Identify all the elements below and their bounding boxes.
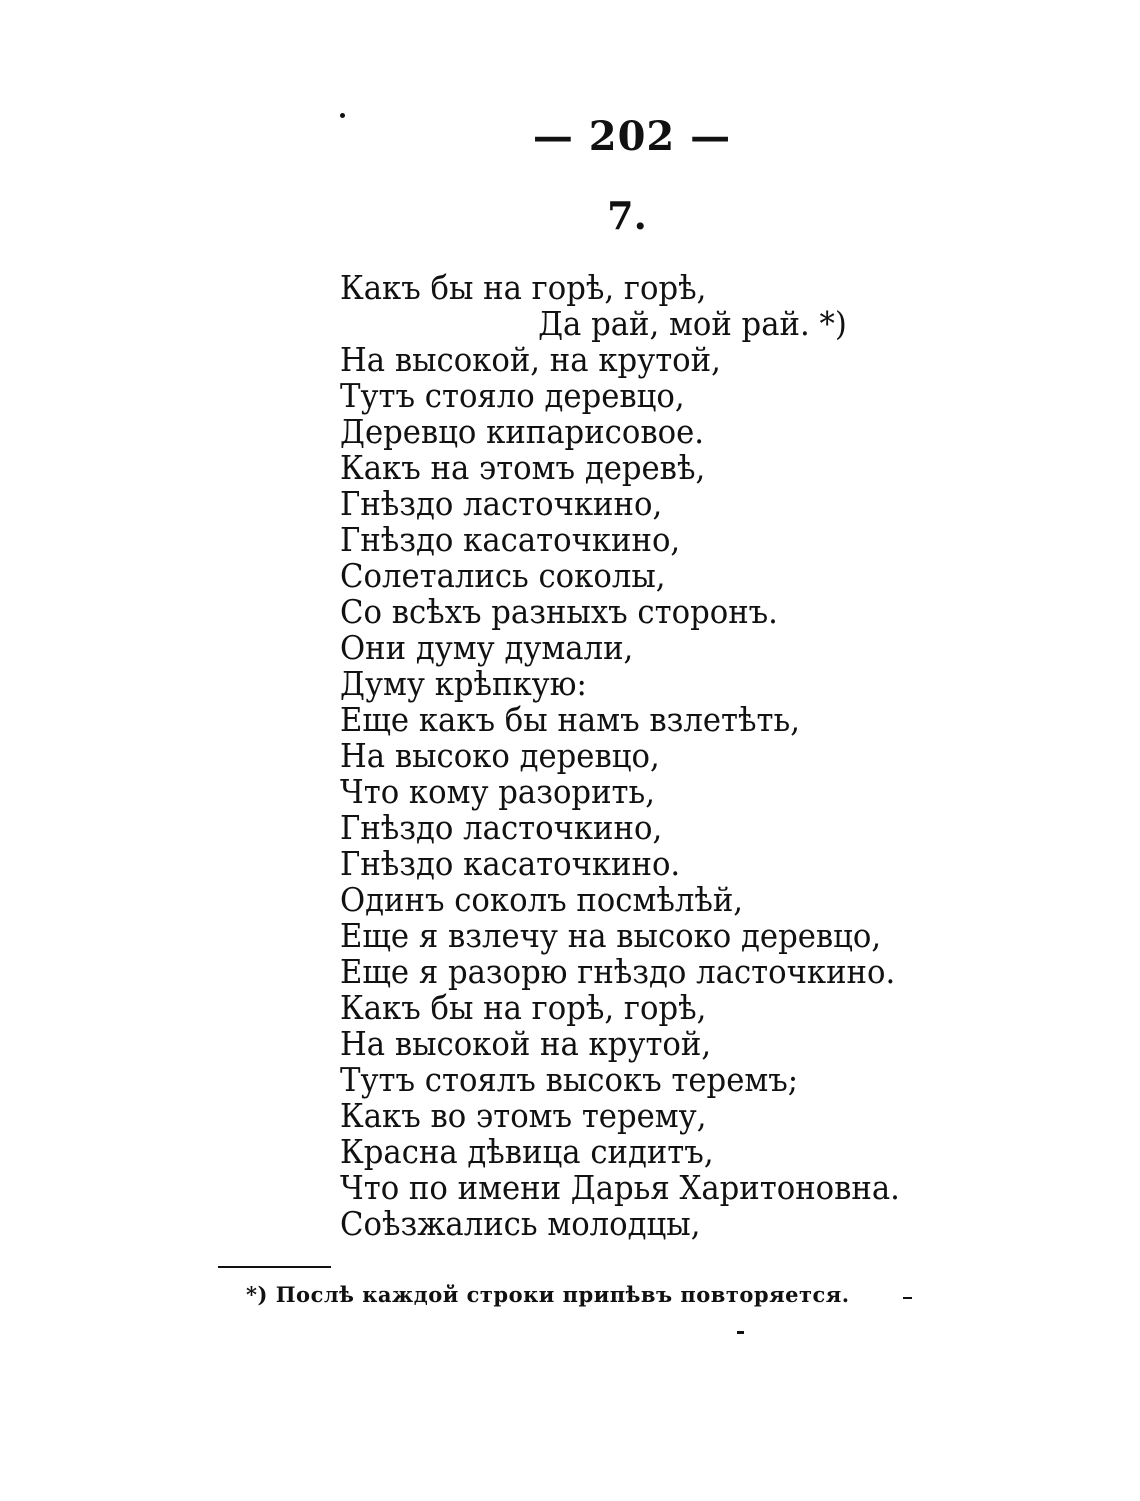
poem-line: Одинъ соколъ посмѣлѣй, xyxy=(340,880,744,919)
page-number-text: — 202 — xyxy=(532,113,732,160)
poem-line: Какъ бы на горѣ, горѣ, xyxy=(340,268,707,307)
poem-line: Какъ бы на горѣ, горѣ, xyxy=(340,988,707,1027)
poem-line: Гнѣздо касаточкино, xyxy=(340,520,681,559)
poem-line: Еще какъ бы намъ взлетѣть, xyxy=(340,700,800,739)
poem-line: Гнѣздо ласточкино, xyxy=(340,484,663,523)
poem-line: На высоко деревцо, xyxy=(340,736,660,775)
poem-line: Гнѣздо ласточкино, xyxy=(340,808,663,847)
poem-line: Деревцо кипарисовое. xyxy=(340,412,705,451)
footnote-rule xyxy=(218,1266,331,1268)
print-mark xyxy=(737,1331,744,1334)
poem-line: Думу крѣпкую: xyxy=(340,664,587,703)
poem-line: Какъ на этомъ деревѣ, xyxy=(340,448,706,487)
poem-line: На высокой, на крутой, xyxy=(340,340,721,379)
poem-line: Они думу думали, xyxy=(340,628,634,667)
poem-line: Еще я разорю гнѣздо ласточкино. xyxy=(340,952,896,991)
footnote-text: *) Послѣ каждой строки припѣвъ повторяется. xyxy=(246,1282,850,1307)
poem-line: Со всѣхъ разныхъ сторонъ. xyxy=(340,592,778,631)
poem-line: Что кому разорить, xyxy=(340,772,655,811)
poem-line: Тутъ стоялъ высокъ теремъ; xyxy=(340,1060,799,1099)
poem-line: Тутъ стояло деревцо, xyxy=(340,376,685,415)
section-number xyxy=(0,193,1140,238)
poem-line: Солетались соколы, xyxy=(340,556,666,595)
poem-line: Гнѣздо касаточкино. xyxy=(340,844,681,883)
print-mark xyxy=(903,1297,912,1299)
poem-refrain-line: Да рай, мой рай. *) xyxy=(538,304,847,343)
poem-line: Какъ во этомъ терему, xyxy=(340,1096,707,1135)
poem-line: Соѣзжались молодцы, xyxy=(340,1204,701,1243)
poem-line: На высокой на крутой, xyxy=(340,1024,712,1063)
poem-line: Еще я взлечу на высоко деревцо, xyxy=(340,916,882,955)
section-number-text: 7. xyxy=(607,193,647,238)
page-number xyxy=(0,113,1140,160)
poem-line: Что по имени Дарья Харитоновна. xyxy=(340,1168,900,1207)
poem-text xyxy=(340,270,942,1242)
poem-line: Красна дѣвица сидитъ, xyxy=(340,1132,714,1171)
